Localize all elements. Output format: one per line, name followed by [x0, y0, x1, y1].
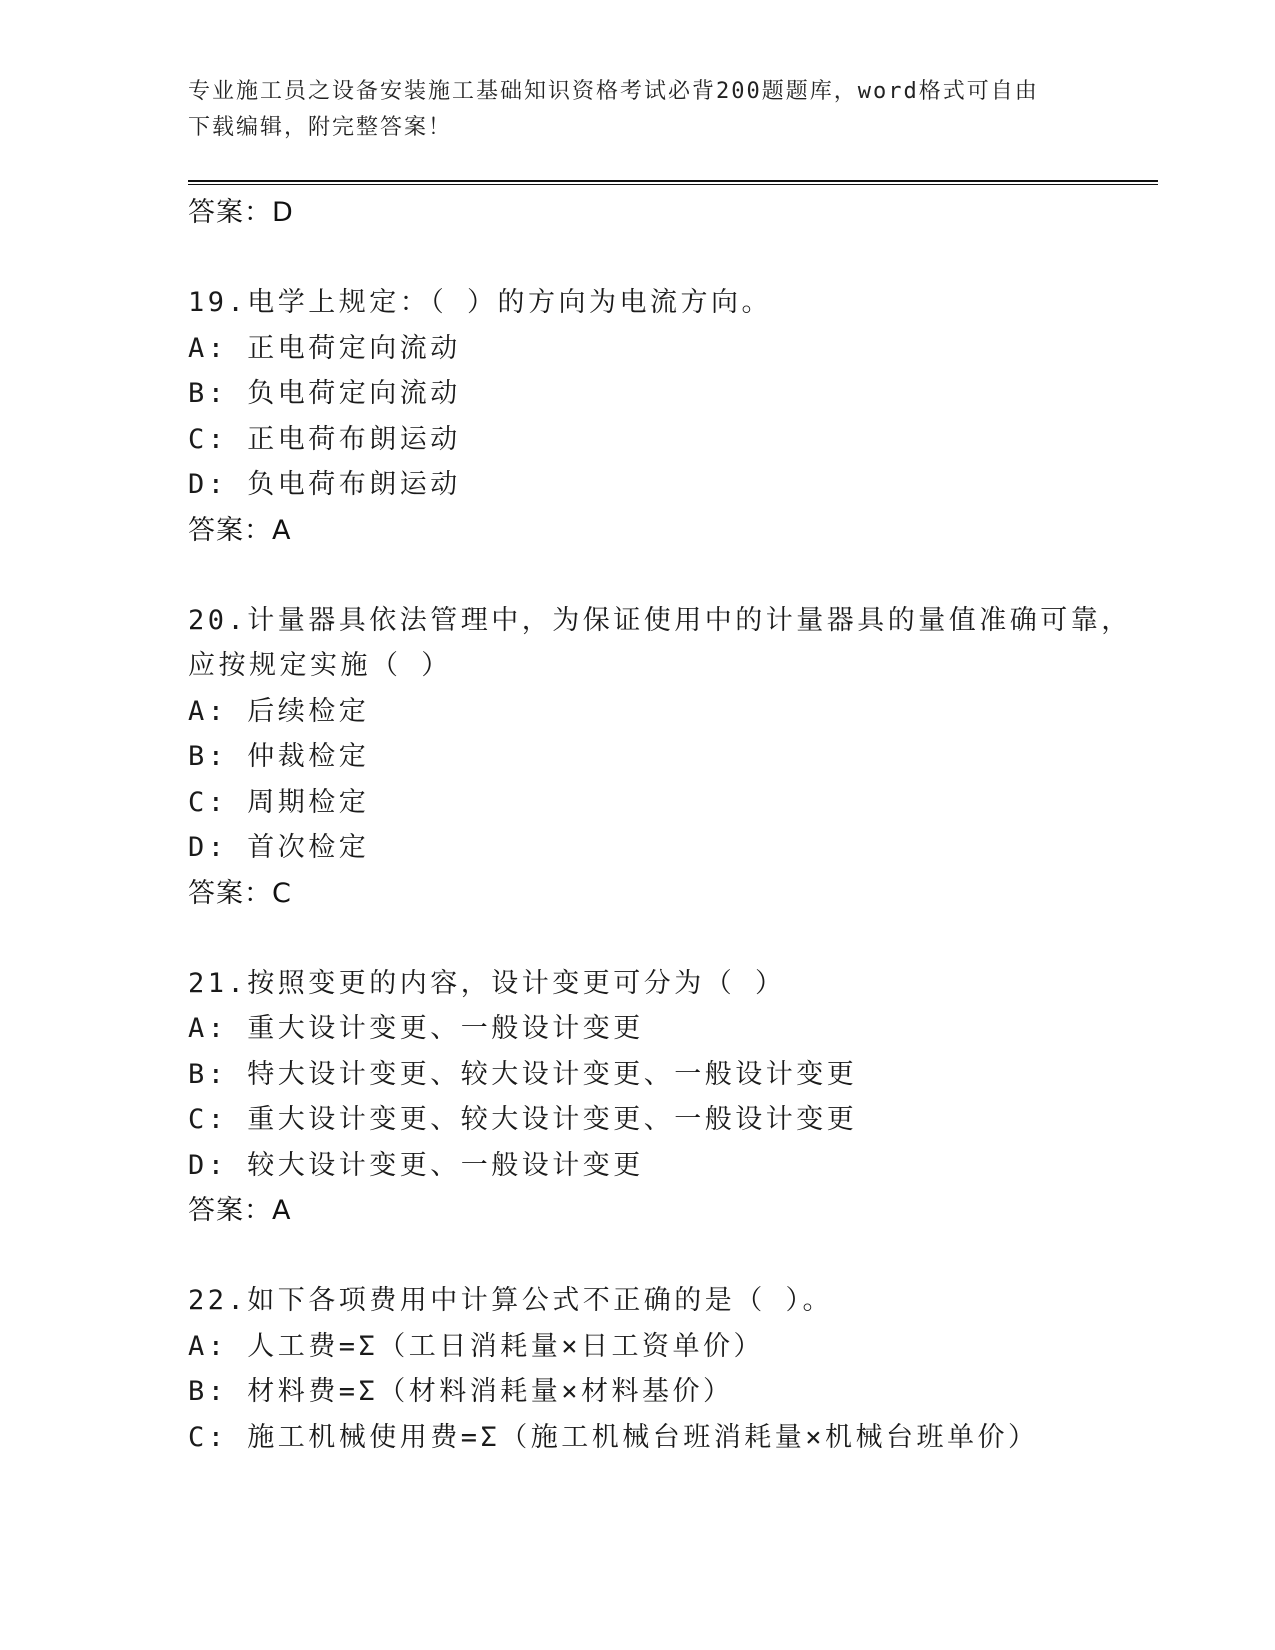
option-c	[188, 417, 1148, 463]
option-label: A:	[188, 1013, 228, 1044]
option-b	[188, 1052, 1148, 1098]
option-text: 首次检定	[247, 832, 370, 863]
option-text: 施工机械使用费=Σ（施工机械台班消耗量×机械台班单价）	[247, 1421, 1039, 1453]
question-stem: 19.电学上规定：（ ）的方向为电流方向。	[188, 287, 773, 318]
option-text: 周期检定	[247, 786, 370, 818]
option-c	[188, 780, 1148, 826]
option-label: A:	[188, 332, 228, 364]
option-text: 重大设计变更、一般设计变更	[247, 1013, 644, 1044]
option-text: 正电荷定向流动	[247, 332, 461, 364]
answer: 答案：A	[188, 514, 292, 546]
option-text: 负电荷布朗运动	[247, 469, 461, 500]
document-header	[188, 74, 1068, 146]
option-label: A:	[188, 695, 228, 727]
option-text: 特大设计变更、较大设计变更、一般设计变更	[247, 1058, 858, 1090]
header-rule-top	[188, 180, 1158, 182]
question-22	[188, 1278, 1148, 1460]
question-stem-continued: 应按规定实施（ ）	[188, 650, 452, 681]
option-c	[188, 1097, 1148, 1143]
option-label: C:	[188, 1104, 228, 1135]
option-d	[188, 1143, 1148, 1189]
option-text: 重大设计变更、较大设计变更、一般设计变更	[247, 1104, 858, 1135]
option-label: B:	[188, 378, 228, 409]
option-a	[188, 689, 1148, 735]
answer: 答案：A	[188, 1195, 292, 1226]
option-label: D:	[188, 832, 228, 863]
option-label: D:	[188, 469, 228, 500]
option-b	[188, 371, 1148, 417]
option-a	[188, 1006, 1148, 1052]
option-a	[188, 326, 1148, 372]
question-stem: 21.按照变更的内容，设计变更可分为（ ）	[188, 967, 786, 999]
option-label: B:	[188, 741, 228, 772]
header-title-line-2: 下载编辑，附完整答案！	[188, 115, 453, 140]
option-label: C:	[188, 423, 228, 455]
option-c	[188, 1415, 1148, 1461]
question-21	[188, 961, 1148, 1235]
option-label: A:	[188, 1330, 228, 1362]
header-title-line-1: 专业施工员之设备安装施工基础知识资格考试必背200题题库，word格式可自由	[188, 79, 1039, 104]
option-label: C:	[188, 786, 228, 818]
header-rule-bottom	[188, 184, 1158, 185]
option-text: 仲裁检定	[247, 741, 370, 772]
previous-answer: 答案：D	[188, 197, 294, 228]
option-text: 负电荷定向流动	[247, 378, 461, 409]
option-d	[188, 462, 1148, 508]
option-label: B:	[188, 1376, 228, 1407]
option-a	[188, 1324, 1148, 1370]
option-b	[188, 734, 1148, 780]
option-text: 较大设计变更、一般设计变更	[247, 1149, 644, 1181]
question-list	[188, 190, 1148, 1504]
option-label: B:	[188, 1058, 228, 1090]
option-b	[188, 1369, 1148, 1415]
answer: 答案：C	[188, 877, 292, 909]
option-text: 后续检定	[247, 695, 370, 727]
option-text: 正电荷布朗运动	[247, 423, 461, 455]
question-20	[188, 598, 1148, 917]
option-text: 人工费=Σ（工日消耗量×日工资单价）	[247, 1330, 765, 1362]
option-text: 材料费=Σ（材料消耗量×材料基价）	[247, 1376, 734, 1407]
option-label: D:	[188, 1149, 228, 1181]
option-label: C:	[188, 1421, 228, 1453]
option-d	[188, 825, 1148, 871]
question-stem: 22.如下各项费用中计算公式不正确的是（ ）。	[188, 1285, 834, 1316]
question-stem: 20.计量器具依法管理中，为保证使用中的计量器具的量值准确可靠，	[188, 604, 1132, 636]
question-19	[188, 280, 1148, 554]
